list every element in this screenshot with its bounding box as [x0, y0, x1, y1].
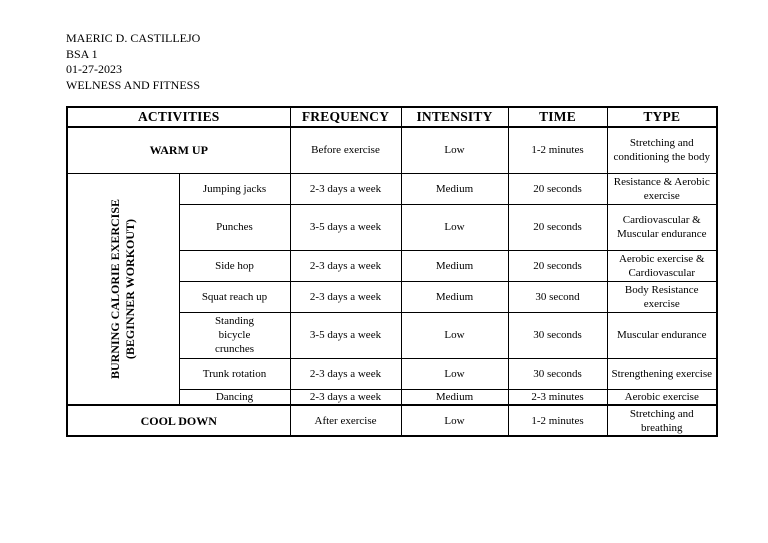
cool-down-activity: COOL DOWN: [67, 405, 290, 436]
exercise-frequency: 3-5 days a week: [290, 312, 401, 358]
exercise-type: Strengthening exercise: [607, 358, 717, 389]
document-header: [66, 31, 200, 93]
warm-up-intensity: Low: [401, 127, 508, 173]
exercise-intensity: Medium: [401, 281, 508, 312]
warm-up-type: Stretching and conditioning the body: [607, 127, 717, 173]
exercise-frequency: 2-3 days a week: [290, 358, 401, 389]
cool-down-frequency: After exercise: [290, 405, 401, 436]
exercise-name: Trunk rotation: [179, 358, 290, 389]
exercise-frequency: 2-3 days a week: [290, 389, 401, 405]
warm-up-row: [67, 127, 717, 173]
exercise-type: Aerobic exercise: [607, 389, 717, 405]
warm-up-frequency: Before exercise: [290, 127, 401, 173]
exercise-type: Body Resistance exercise: [607, 281, 717, 312]
exercise-intensity: Medium: [401, 173, 508, 204]
student-section: BSA 1: [66, 46, 98, 61]
exercise-type: Resistance & Aerobic exercise: [607, 173, 717, 204]
warm-up-activity: WARM UP: [67, 127, 290, 173]
exercise-frequency: 2-3 days a week: [290, 281, 401, 312]
exercise-time: 20 seconds: [508, 173, 607, 204]
exercise-intensity: Low: [401, 312, 508, 358]
exercise-type: Aerobic exercise & Cardiovascular: [607, 250, 717, 281]
subject-title: WELNESS AND FITNESS: [66, 77, 201, 92]
student-name: MAERIC D. CASTILLEJO: [66, 31, 201, 45]
exercise-frequency: 2-3 days a week: [290, 173, 401, 204]
exercise-name: Squat reach up: [179, 281, 290, 312]
exercise-frequency: 2-3 days a week: [290, 250, 401, 281]
exercise-group-cell: [67, 173, 179, 405]
exercise-intensity: Medium: [401, 250, 508, 281]
document-date: 01-27-2023: [66, 62, 122, 76]
exercise-time: 30 second: [508, 281, 607, 312]
cool-down-time: 1-2 minutes: [508, 405, 607, 436]
exercise-intensity: Low: [401, 204, 508, 250]
exercise-type: Muscular endurance: [607, 312, 717, 358]
exercise-time: 30 seconds: [508, 312, 607, 358]
col-header-time: TIME: [508, 107, 607, 127]
exercise-frequency: 3-5 days a week: [290, 204, 401, 250]
exercise-intensity: Low: [401, 358, 508, 389]
exercise-time: 20 seconds: [508, 250, 607, 281]
col-header-frequency: FREQUENCY: [290, 107, 401, 127]
exercise-name: Standing bicycle crunches: [179, 312, 290, 358]
exercise-name: Side hop: [179, 250, 290, 281]
col-header-activities: ACTIVITIES: [67, 107, 290, 127]
exercise-name: Jumping jacks: [179, 173, 290, 204]
fitness-plan-table: [66, 106, 718, 437]
table-header-row: [67, 107, 717, 127]
exercise-time: 30 seconds: [508, 358, 607, 389]
col-header-intensity: INTENSITY: [401, 107, 508, 127]
exercise-type: Cardiovascular & Muscular endurance: [607, 204, 717, 250]
cool-down-intensity: Low: [401, 405, 508, 436]
exercise-name: Punches: [179, 204, 290, 250]
exercise-intensity: Medium: [401, 389, 508, 405]
col-header-type: TYPE: [607, 107, 717, 127]
cool-down-row: [67, 405, 717, 436]
exercise-time: 2-3 minutes: [508, 389, 607, 405]
table-row: [67, 173, 717, 204]
exercise-name: Dancing: [179, 389, 290, 405]
warm-up-time: 1-2 minutes: [508, 127, 607, 173]
cool-down-type: Stretching and breathing: [607, 405, 717, 436]
exercise-time: 20 seconds: [508, 204, 607, 250]
exercise-group-label: BURNING CALORIE EXERCISE (BEGINNER WORKOUT): [108, 198, 138, 379]
